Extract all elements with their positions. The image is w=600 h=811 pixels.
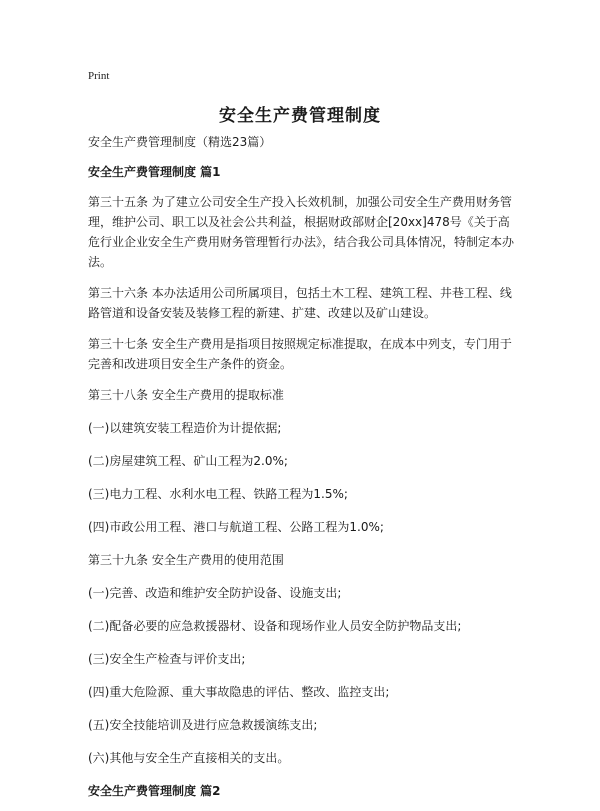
document-body: [88, 132, 518, 811]
list-item: (六)其他与安全生产直接相关的支出。: [88, 751, 290, 765]
list-item: (二)房屋建筑工程、矿山工程为2.0%;: [88, 454, 288, 468]
list-item: (三)电力工程、水利水电工程、铁路工程为1.5%;: [88, 487, 348, 501]
section-heading: 安全生产费管理制度 篇1: [88, 165, 221, 179]
paragraph: 第三十八条 安全生产费用的提取标准: [88, 388, 284, 402]
list-item: (一)以建筑安装工程造价为计提依据;: [88, 421, 282, 435]
list-item: (二)配备必要的应急救援器材、设备和现场作业人员安全防护物品支出;: [88, 619, 462, 633]
list-item: (一)完善、改造和维护安全防护设备、设施支出;: [88, 586, 342, 600]
paragraph: 第三十九条 安全生产费用的使用范围: [88, 553, 284, 567]
paragraph: 第三十五条 为了建立公司安全生产投入长效机制，加强公司安全生产费用财务管理，维护公司、职工以及社会公共利益，根据财政部财企[20xx]478号《关于高危行业企业安全生产费用财务管理暂行办法》，结合我公司具体情况，特制定本办法。: [88, 195, 515, 269]
list-item: (四)市政公用工程、港口与航道工程、公路工程为1.0%;: [88, 520, 384, 534]
list-item: (五)安全技能培训及进行应急救援演练支出;: [88, 718, 318, 732]
list-item: (四)重大危险源、重大事故隐患的评估、整改、监控支出;: [88, 685, 390, 699]
list-item: (三)安全生产检查与评价支出;: [88, 652, 246, 666]
document-title: 安全生产费管理制度: [219, 106, 381, 126]
paragraph: 第三十七条 安全生产费用是指项目按照规定标准提取，在成本中列支，专门用于完善和改进项目安全生产条件的资金。: [88, 337, 512, 371]
document-subtitle: 安全生产费管理制度（精选23篇）: [88, 135, 272, 149]
paragraph: 第三十六条 本办法适用公司所属项目，包括土木工程、建筑工程、井巷工程、线路管道和设备安装及装修工程的新建、扩建、改建以及矿山建设。: [88, 286, 512, 320]
print-link[interactable]: Print: [88, 70, 110, 82]
section-heading: 安全生产费管理制度 篇2: [88, 784, 221, 798]
